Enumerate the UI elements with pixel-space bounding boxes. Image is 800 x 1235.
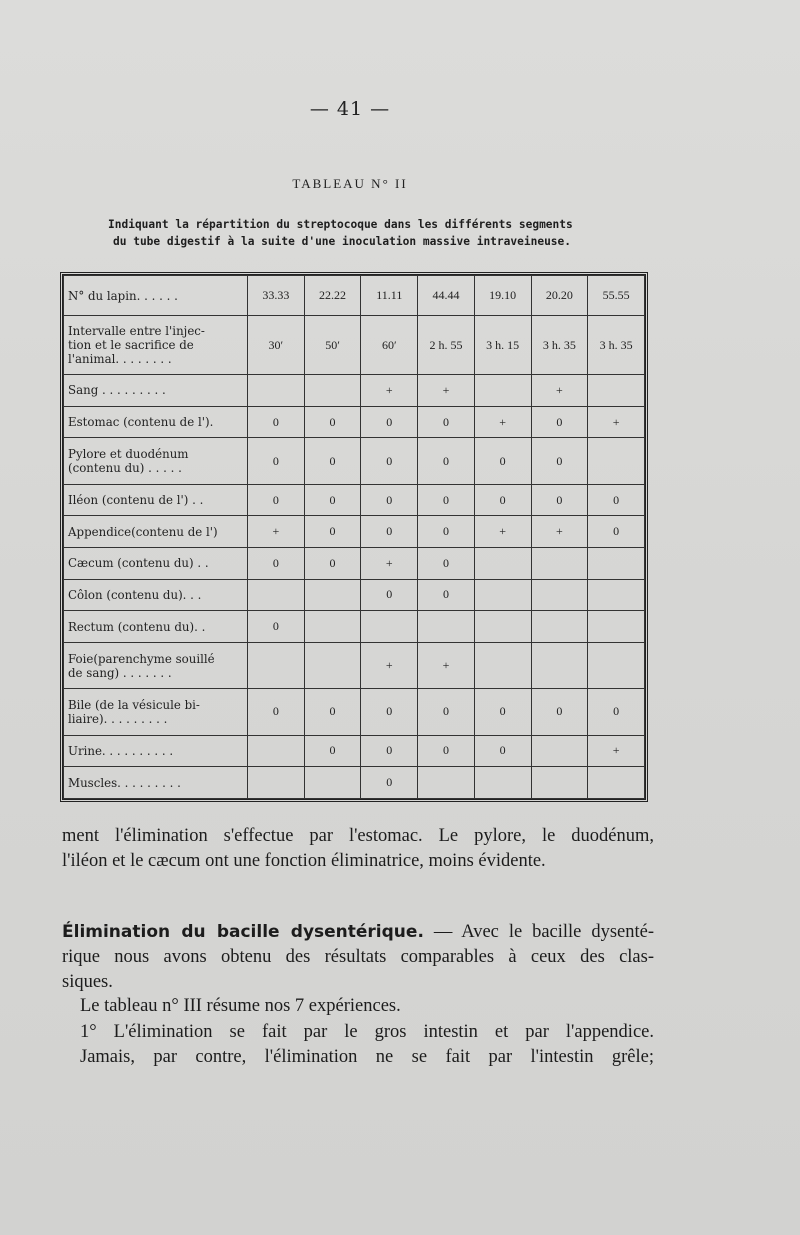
table-header-row: [64, 276, 645, 316]
table-cell: 0: [418, 438, 475, 484]
row-label: [64, 516, 248, 548]
table-cell: [588, 375, 645, 407]
paragraph-2-line-3: siques.: [62, 972, 113, 992]
paragraph-4: [62, 1020, 654, 1070]
paragraph-2: [62, 920, 654, 995]
paragraph-1: [62, 824, 654, 874]
table-cell: [474, 579, 531, 611]
table-cell: 22.22: [304, 276, 361, 316]
row-label: [64, 579, 248, 611]
table-cell: 0: [474, 438, 531, 484]
table-cell: 0: [304, 689, 361, 735]
table-cell: [418, 611, 475, 643]
table-cell: 0: [474, 484, 531, 516]
paragraph-4-line-1: 1° L'élimination se fait par le gros intestin et par l'appendice.: [80, 1022, 654, 1042]
row-label-line: Estomac (contenu de l').: [68, 415, 214, 430]
row-label: [64, 735, 248, 767]
table-cell: [248, 579, 305, 611]
table-cell: 0: [531, 406, 588, 438]
table-cell: 0: [418, 516, 475, 548]
table-cell: 0: [418, 406, 475, 438]
section-heading: Élimination du bacille dysentérique.: [62, 922, 424, 942]
table-cell: +: [531, 375, 588, 407]
paragraph-1-line-1: ment l'élimination s'effectue par l'estomac. Le pylore, le duodénum,: [62, 826, 654, 846]
table-cell: +: [418, 642, 475, 688]
row-label-line: Foie(parenchyme souillé: [68, 651, 215, 666]
row-label-line: Urine. . . . . . . . . .: [68, 743, 174, 758]
table-cell: 0: [304, 548, 361, 580]
table-row: [64, 375, 645, 407]
table-cell: 0: [304, 484, 361, 516]
table-cell: 0: [304, 438, 361, 484]
table-row: [64, 516, 645, 548]
row-label-line: Pylore et duodénum: [68, 447, 189, 462]
table-cell: [588, 611, 645, 643]
row-label: [64, 406, 248, 438]
paragraph-2-line-2: rique nous avons obtenu des résultats comparables à ceux des clas-: [62, 947, 654, 967]
paragraph-2-line-1-rest: — Avec le bacille dysenté-: [423, 922, 654, 942]
table-cell: [474, 548, 531, 580]
table-cell: 50′: [304, 316, 361, 375]
table-cell: 0: [474, 735, 531, 767]
table-row: [64, 548, 645, 580]
table-cell: 44.44: [418, 276, 475, 316]
table-cell: 0: [248, 689, 305, 735]
table-cell: [474, 611, 531, 643]
table-cell: 0: [474, 689, 531, 735]
table-cell: [248, 375, 305, 407]
table-cell: [248, 642, 305, 688]
row-label-line: Intervalle entre l'injec-: [68, 324, 205, 339]
table-cell: [531, 735, 588, 767]
table-cell: [531, 579, 588, 611]
table-row: [64, 611, 645, 643]
table-cell: [531, 548, 588, 580]
table-cell: 60′: [361, 316, 418, 375]
table-cell: 30′: [248, 316, 305, 375]
table-row: [64, 735, 645, 767]
table-cell: +: [588, 406, 645, 438]
table-cell: [304, 375, 361, 407]
table-cell: 0: [418, 735, 475, 767]
table-cell: 2 h. 55: [418, 316, 475, 375]
table-row: [64, 689, 645, 735]
table-cell: [474, 767, 531, 799]
table-cell: 0: [588, 516, 645, 548]
table-cell: [418, 767, 475, 799]
table-cell: 0: [248, 406, 305, 438]
caption-line-1: Indiquant la répartition du streptocoque dans les différents segments: [108, 218, 573, 231]
row-label: [64, 316, 248, 375]
table-cell: [474, 642, 531, 688]
row-label-line: Sang . . . . . . . . .: [68, 383, 166, 398]
row-label-line: Muscles. . . . . . . . .: [68, 775, 181, 790]
table-cell: 0: [531, 438, 588, 484]
table-cell: 0: [248, 548, 305, 580]
table-row: [64, 438, 645, 484]
table-cell: 0: [361, 767, 418, 799]
row-label-line: (contenu du) . . . . .: [68, 461, 182, 476]
table-cell: 0: [361, 735, 418, 767]
table-cell: 0: [361, 438, 418, 484]
table-cell: +: [361, 548, 418, 580]
table-caption: [85, 216, 645, 250]
table-cell: +: [474, 406, 531, 438]
table-row: [64, 406, 645, 438]
table-cell: [531, 642, 588, 688]
row-label: [64, 438, 248, 484]
table-cell: [588, 548, 645, 580]
table-cell: [304, 579, 361, 611]
table-cell: [361, 611, 418, 643]
table-cell: 11.11: [361, 276, 418, 316]
caption-line-2: du tube digestif à la suite d'une inoculation massive intraveineuse.: [113, 235, 572, 248]
table-cell: [531, 611, 588, 643]
table-cell: 3 h. 35: [531, 316, 588, 375]
table-cell: +: [474, 516, 531, 548]
table-cell: 0: [248, 484, 305, 516]
table-cell: 0: [361, 579, 418, 611]
table-cell: 20.20: [531, 276, 588, 316]
row-label-line: l'animal. . . . . . . .: [68, 352, 172, 367]
table-cell: 3 h. 35: [588, 316, 645, 375]
table-cell: 0: [588, 484, 645, 516]
row-label: [64, 611, 248, 643]
paragraph-3: Le tableau n° III résume nos 7 expériences.: [80, 996, 401, 1016]
row-label-line: Bile (de la vésicule bi-: [68, 697, 200, 712]
results-table-body: [64, 276, 645, 799]
results-table-frame: [60, 272, 648, 802]
row-label: [64, 642, 248, 688]
table-title: TABLEAU N° II: [292, 176, 408, 191]
row-label-line: Appendice(contenu de l'): [68, 524, 218, 539]
table-cell: 0: [304, 406, 361, 438]
rabbit-number-label: N° du lapin. . . . . .: [64, 276, 248, 316]
table-cell: +: [248, 516, 305, 548]
table-cell: 0: [361, 516, 418, 548]
table-cell: 0: [248, 611, 305, 643]
table-cell: [304, 767, 361, 799]
row-label-line: Iléon (contenu de l') . .: [68, 493, 204, 508]
table-cell: [588, 579, 645, 611]
table-cell: 0: [418, 579, 475, 611]
row-label: [64, 689, 248, 735]
row-label: [64, 375, 248, 407]
table-cell: 0: [361, 689, 418, 735]
row-label-line: Côlon (contenu du). . .: [68, 587, 202, 602]
paragraph-2-line-1: [62, 920, 654, 945]
table-cell: +: [588, 735, 645, 767]
table-cell: 0: [304, 516, 361, 548]
table-row: [64, 484, 645, 516]
table-cell: [588, 767, 645, 799]
table-cell: 0: [361, 406, 418, 438]
row-label-line: Rectum (contenu du). .: [68, 619, 206, 634]
table-row: [64, 579, 645, 611]
row-label-line: Cæcum (contenu du) . .: [68, 556, 209, 571]
paragraph-1-line-2: l'iléon et le cæcum ont une fonction éliminatrice, moins évidente.: [62, 851, 546, 871]
page-number: — 41 —: [309, 98, 391, 120]
row-label-line: liaire). . . . . . . . .: [68, 711, 168, 726]
table-cell: 0: [418, 689, 475, 735]
table-cell: 19.10: [474, 276, 531, 316]
table-cell: +: [531, 516, 588, 548]
table-cell: 0: [418, 548, 475, 580]
table-cell: [588, 438, 645, 484]
table-cell: +: [418, 375, 475, 407]
row-label-line: de sang) . . . . . . .: [68, 665, 172, 680]
table-cell: 0: [361, 484, 418, 516]
table-cell: 55.55: [588, 276, 645, 316]
table-cell: 3 h. 15: [474, 316, 531, 375]
table-cell: 0: [531, 484, 588, 516]
row-label: [64, 548, 248, 580]
interval-row: [64, 316, 645, 375]
table-cell: 0: [304, 735, 361, 767]
table-cell: 0: [531, 689, 588, 735]
table-cell: [531, 767, 588, 799]
table-cell: [248, 767, 305, 799]
table-cell: 0: [248, 438, 305, 484]
row-label-line: tion et le sacrifice de: [68, 338, 194, 353]
row-label: [64, 767, 248, 799]
paragraph-4-line-2: Jamais, par contre, l'élimination ne se fait par l'intestin grêle;: [80, 1047, 654, 1067]
table-cell: [304, 642, 361, 688]
table-cell: 0: [418, 484, 475, 516]
table-cell: [248, 735, 305, 767]
table-cell: [474, 375, 531, 407]
table-cell: +: [361, 642, 418, 688]
table-cell: [304, 611, 361, 643]
table-cell: 33.33: [248, 276, 305, 316]
table-cell: +: [361, 375, 418, 407]
table-row: [64, 642, 645, 688]
row-label: [64, 484, 248, 516]
table-cell: 0: [588, 689, 645, 735]
results-table: [63, 275, 645, 799]
table-cell: [588, 642, 645, 688]
table-row: [64, 767, 645, 799]
